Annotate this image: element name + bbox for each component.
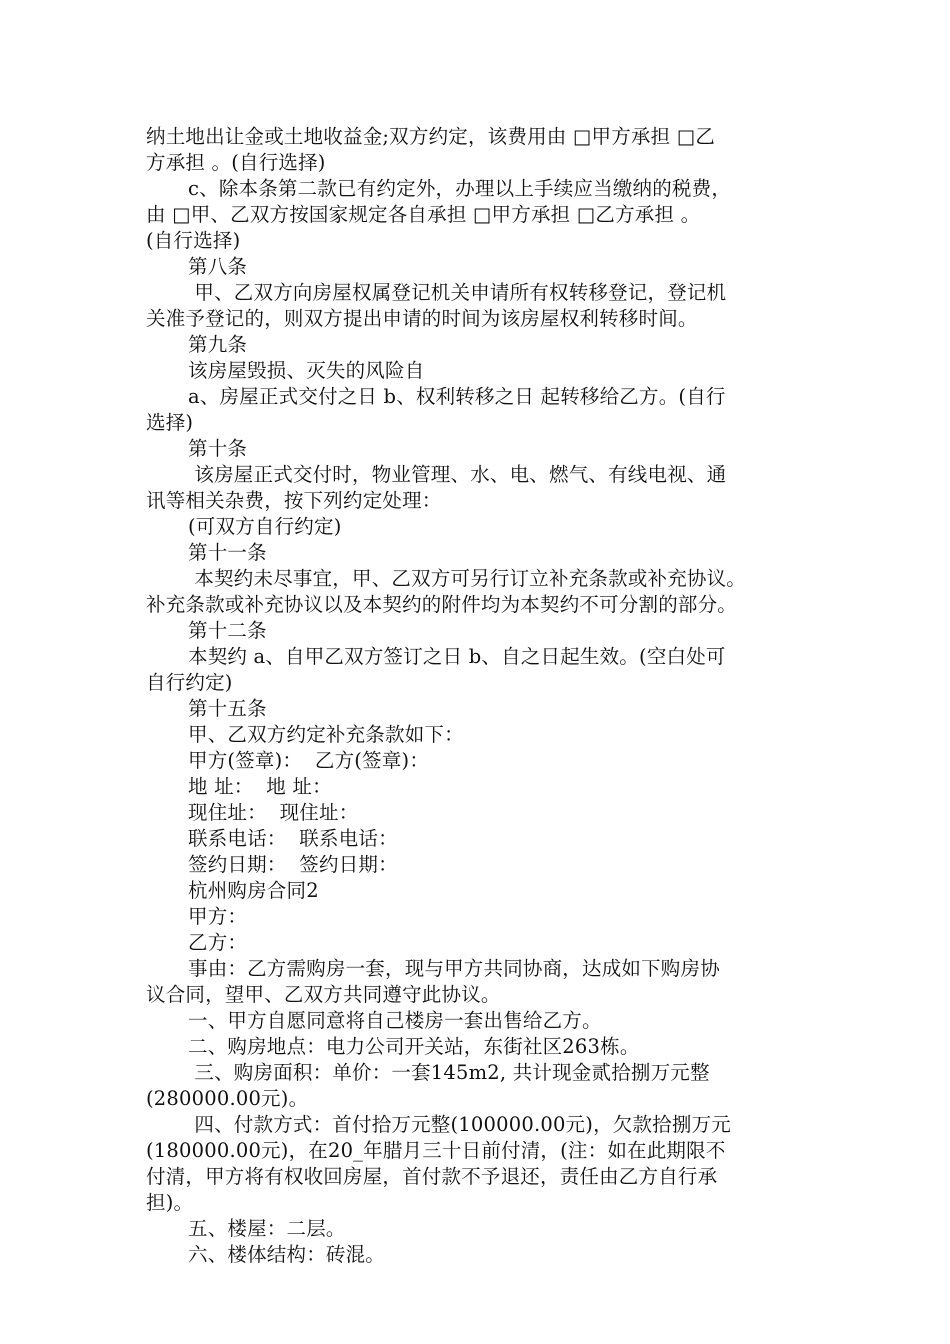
party-a-line: 甲方： xyxy=(188,905,248,928)
signature-line: 联系电话： 联系电话： xyxy=(188,827,398,850)
text-line: 纳土地出让金或土地收益金;双方约定，该费用由 □甲方承担 □乙 xyxy=(146,125,716,148)
text-line: 关准予登记的，则双方提出申请的时间为该房屋权利转移时间。 xyxy=(146,307,698,330)
text-line: 该房屋正式交付时，物业管理、水、电、燃气、有线电视、通 xyxy=(188,463,727,486)
text-line: 三、购房面积：单价：一套145m2, 共计现金贰拾捌万元整 xyxy=(188,1061,710,1084)
text-line: 方承担 。(自行选择) xyxy=(146,151,326,174)
document-title: 杭州购房合同2 xyxy=(188,879,319,902)
party-b-line: 乙方： xyxy=(188,931,248,954)
signature-line: 甲方(签章)： 乙方(签章)： xyxy=(188,749,430,772)
text-line: 本契约 a、自甲乙双方签订之日 b、自之日起生效。(空白处可 xyxy=(188,645,726,668)
text-line: 讯等相关杂费，按下列约定处理： xyxy=(146,489,442,512)
text-line: (180000.00元)，在20_年腊月三十日前付清，(注：如在此期限不 xyxy=(146,1139,726,1162)
section-heading: 第九条 xyxy=(188,333,248,356)
text-line: 由 □甲、乙双方按国家规定各自承担 □甲方承担 □乙方承担 。 xyxy=(146,203,701,226)
text-line: (自行选择) xyxy=(146,229,241,252)
section-heading: 第十五条 xyxy=(188,697,267,720)
signature-line: 现住址： 现住址： xyxy=(188,801,359,824)
text-line: 本契约未尽事宜，甲、乙双方可另行订立补充条款或补充协议。 xyxy=(188,567,746,590)
section-heading: 第十条 xyxy=(188,437,248,460)
section-heading: 第八条 xyxy=(188,255,248,278)
text-line: 二、购房地点：电力公司开关站，东街社区263栋。 xyxy=(188,1035,640,1058)
text-line: 五、楼屋：二层。 xyxy=(188,1217,346,1240)
signature-line: 签约日期： 签约日期： xyxy=(188,853,398,876)
text-line: c、除本条第二款已有约定外，办理以上手续应当缴纳的税费， xyxy=(188,177,732,200)
text-line: 补充条款或补充协议以及本契约的附件均为本契约不可分割的部分。 xyxy=(146,593,738,616)
text-line: (可双方自行约定) xyxy=(188,515,342,538)
text-line: (280000.00元)。 xyxy=(146,1087,309,1110)
text-line: 四、付款方式：首付拾万元整(100000.00元)，欠款拾捌万元 xyxy=(188,1113,731,1136)
text-line: 付清，甲方将有权收回房屋，首付款不予退还，责任由乙方自行承 xyxy=(146,1165,718,1188)
text-line: 甲、乙双方向房屋权属登记机关申请所有权转移登记，登记机 xyxy=(188,281,727,304)
text-line: 该房屋毁损、灭失的风险自 xyxy=(188,359,425,382)
text-line: 自行约定) xyxy=(146,671,233,694)
signature-line: 地 址： 地 址： xyxy=(188,775,332,798)
text-line: 事由：乙方需购房一套，现与甲方共同协商，达成如下购房协 xyxy=(188,957,720,980)
section-heading: 第十一条 xyxy=(188,541,267,564)
text-line: 担)。 xyxy=(146,1191,194,1214)
section-heading: 第十二条 xyxy=(188,619,267,642)
text-line: a、房屋正式交付之日 b、权利转移之日 起转移给乙方。(自行 xyxy=(188,385,726,408)
text-line: 甲、乙双方约定补充条款如下： xyxy=(188,723,464,746)
text-line: 六、楼体结构：砖混。 xyxy=(188,1243,386,1266)
text-line: 议合同，望甲、乙双方共同遵守此协议。 xyxy=(146,983,501,1006)
text-line: 一、甲方自愿同意将自己楼房一套出售给乙方。 xyxy=(188,1009,602,1032)
text-line: 选择) xyxy=(146,411,194,434)
